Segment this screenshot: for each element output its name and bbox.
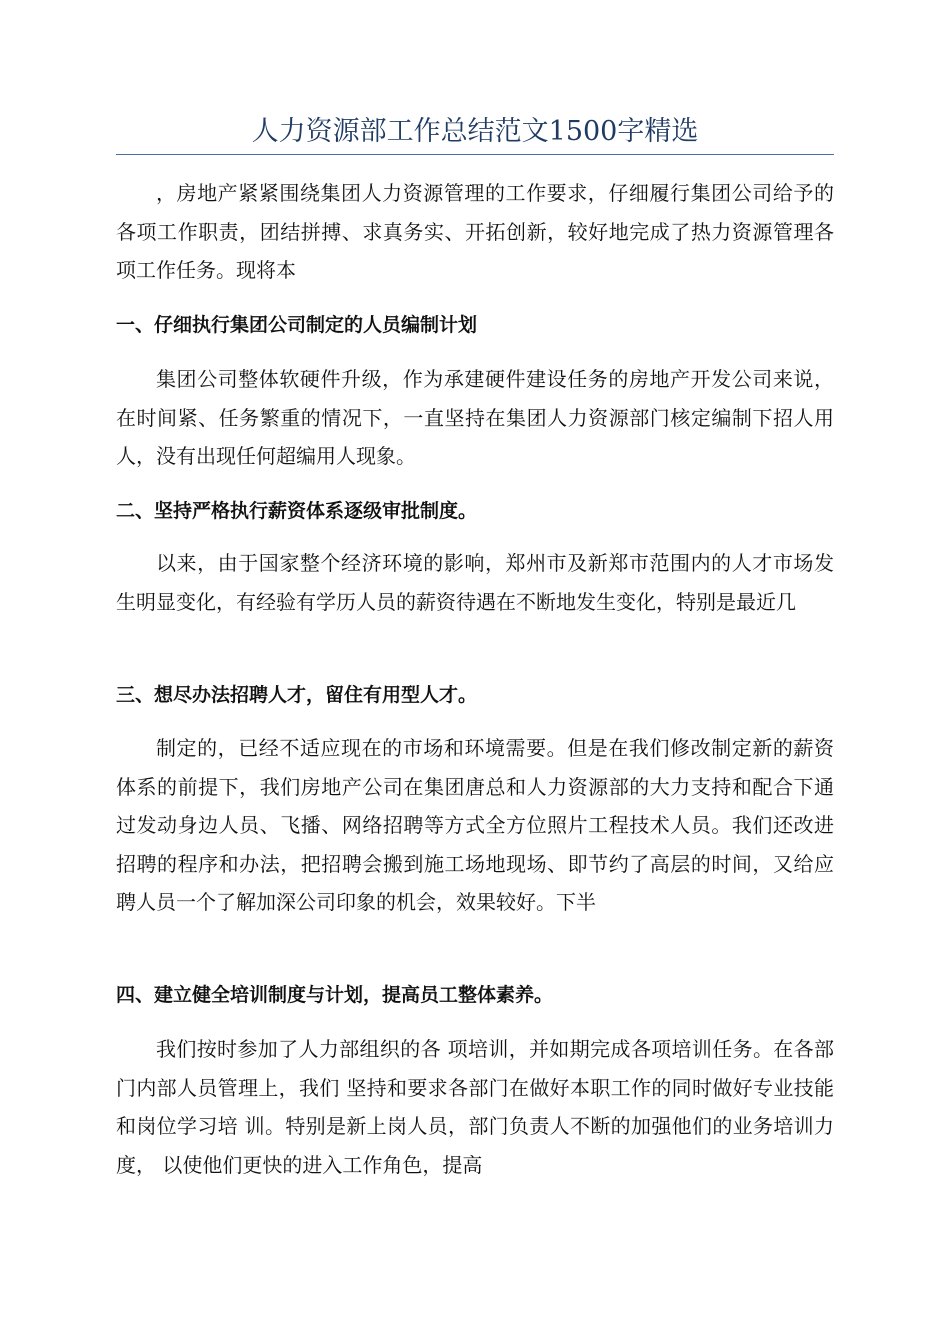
section-body-1: 集团公司整体软硬件升级，作为承建硬件建设任务的房地产开发公司来说，在时间紧、任务繁重的情况下，一直坚持在集团人力资源部门核定编制下招人用人，没有出现任何超编用人现象。 — [116, 367, 834, 468]
section-heading-3: 三、想尽办法招聘人才，留住有用型人才。 — [116, 684, 478, 706]
page-title: 人力资源部工作总结范文1500字精选 — [251, 116, 699, 147]
section-body-2: 以来，由于国家整个经济环境的影响，郑州市及新郑市范围内的人才市场发生明显变化，有经验有学历人员的薪资待遇在不断地发生变化，特别是最近几 — [116, 551, 834, 614]
section-heading-1: 一、仔细执行集团公司制定的人员编制计划 — [116, 314, 478, 336]
section-body-3: 制定的，已经不适应现在的市场和环境需要。但是在我们修改制定新的薪资体系的前提下，我们房地产公司在集团唐总和人力资源部的大力支持和配合下通过发动身边人员、飞播、网络招聘等方式全方位照片工程技术人员。我们还改进招聘的程序和办法，把招聘会搬到施工场地现场、即节约了高层的时间，又给应聘人员一个了解加深公司印象的机会，效果较好。下半 — [116, 736, 834, 914]
intro-paragraph: ，房地产紧紧围绕集团人力资源管理的工作要求，仔细履行集团公司给予的各项工作职责，团结拼搏、求真务实、开拓创新，较好地完成了热力资源管理各项工作任务。现将本 — [116, 181, 834, 282]
title-underline — [116, 154, 834, 155]
section-heading-4: 四、建立健全培训制度与计划，提高员工整体素养。 — [116, 984, 554, 1006]
section-heading-2: 二、坚持严格执行薪资体系逐级审批制度。 — [116, 500, 478, 522]
section-body-4: 我们按时参加了人力部组织的各 项培训，并如期完成各项培训任务。在各部门内部人员管理上，我们 坚持和要求各部门在做好本职工作的同时做好专业技能和岗位学习培 训。特别是新上岗人员，部门负责人不断的加强他们的业务培训力度， 以使他们更快的进入工作角色，提高 — [116, 1037, 834, 1177]
